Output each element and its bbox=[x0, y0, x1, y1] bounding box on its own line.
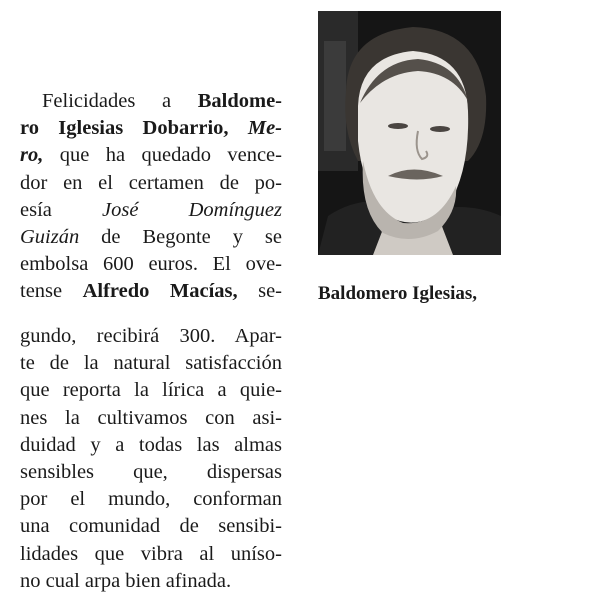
article-text-run: Guizán bbox=[20, 226, 80, 249]
article-text-run: dor en el certamen de po- bbox=[20, 171, 282, 194]
article-line bbox=[20, 323, 282, 350]
article-line bbox=[20, 115, 282, 142]
article-text-run: esía bbox=[20, 198, 103, 221]
article-line bbox=[20, 405, 282, 432]
article-column-bottom bbox=[20, 323, 282, 595]
article-text-run: ro Iglesias Dobarrio, bbox=[20, 117, 248, 140]
article-text-run: que reporta la lírica a quie- bbox=[20, 379, 282, 402]
article-text-run: te de la natural satisfacción bbox=[20, 352, 282, 375]
article-text-run: duidad y a todas las almas bbox=[20, 433, 282, 456]
article-line bbox=[20, 486, 282, 513]
article-text-run: Baldome- bbox=[197, 90, 282, 112]
article-line bbox=[20, 142, 282, 169]
article-line bbox=[20, 377, 282, 404]
article-line bbox=[20, 278, 282, 305]
photo-caption: Baldomero Iglesias, bbox=[318, 283, 478, 304]
article-line bbox=[20, 568, 282, 595]
article-line bbox=[20, 541, 282, 568]
article-text-run: sensibles que, dispersas bbox=[20, 461, 282, 484]
article-text-run: de Begonte y se bbox=[79, 226, 282, 249]
portrait-photo-icon bbox=[318, 11, 501, 255]
article-text-run: por el mundo, conforman bbox=[20, 488, 282, 511]
article-text-run: ro, bbox=[20, 144, 44, 167]
article-text-run: gundo, recibirá 300. Apar- bbox=[20, 325, 282, 347]
article-line bbox=[20, 459, 282, 486]
article-text-run: embolsa 600 euros. El ove- bbox=[20, 253, 282, 276]
article-text-run: se- bbox=[237, 280, 282, 303]
article-line bbox=[20, 432, 282, 459]
article-text-run: nes la cultivamos con asi- bbox=[20, 406, 282, 429]
article-line bbox=[20, 350, 282, 377]
article-text-run: lidades que vibra al uníso- bbox=[20, 542, 282, 565]
article-text-run: José Domínguez bbox=[102, 198, 282, 221]
article-text-run: no cual arpa bien afinada. bbox=[20, 569, 232, 592]
article-line bbox=[20, 224, 282, 251]
portrait-photo bbox=[318, 11, 501, 255]
article-column-top bbox=[20, 88, 282, 306]
article-text-run: Alfredo Macías, bbox=[82, 280, 238, 303]
article-line bbox=[20, 197, 282, 224]
article-text-run: Felicidades a bbox=[42, 90, 198, 112]
article-text-run: tense bbox=[20, 280, 83, 303]
article-line bbox=[20, 513, 282, 540]
article-text-run: que ha quedado vence- bbox=[43, 144, 282, 167]
article-line bbox=[20, 170, 282, 197]
article-text-run: una comunidad de sensibi- bbox=[20, 515, 282, 538]
article-text-run: Me- bbox=[247, 117, 282, 140]
article-line bbox=[20, 251, 282, 278]
article-line bbox=[20, 88, 282, 115]
